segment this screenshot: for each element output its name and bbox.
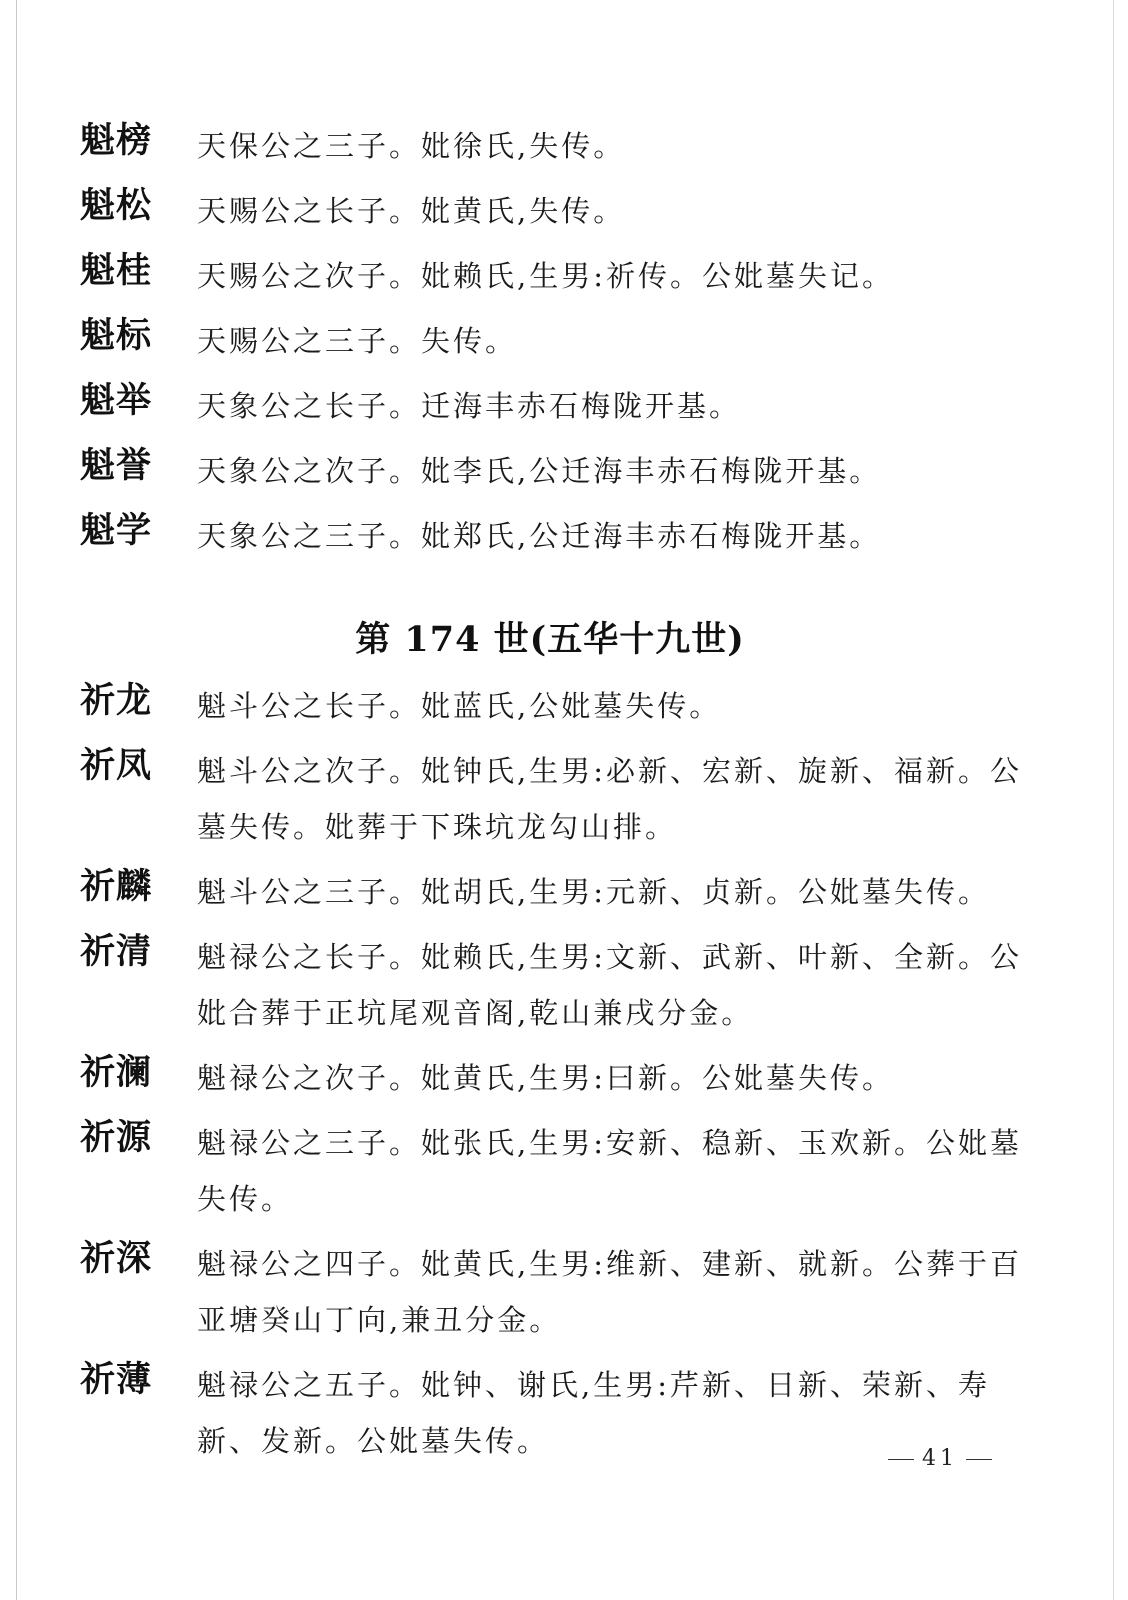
entry-name: 祈深 — [80, 1238, 153, 1279]
dash-left — [888, 1459, 914, 1460]
genealogy-entry — [0, 864, 1128, 920]
entry-description: 魁禄公之次子。妣黄氏,生男:曰新。公妣墓失传。 — [197, 1061, 894, 1095]
genealogy-entry — [0, 678, 1128, 734]
genealogy-entry — [0, 313, 1128, 369]
generation-heading: 第 174 世(五华十九世) — [355, 619, 745, 660]
entry-description: 魁斗公之长子。妣蓝氏,公妣墓失传。 — [197, 689, 722, 723]
entry-name: 祈清 — [80, 931, 153, 972]
entry-description: 魁斗公之三子。妣胡氏,生男:元新、贞新。公妣墓失传。 — [197, 875, 990, 909]
entry-name: 魁举 — [80, 380, 153, 421]
entry-name: 祈龙 — [80, 680, 153, 721]
entry-description: 天赐公之长子。妣黄氏,失传。 — [197, 194, 626, 228]
genealogy-entry — [0, 248, 1128, 304]
dash-right — [966, 1459, 992, 1460]
entry-description: 天赐公之次子。妣赖氏,生男:祈传。公妣墓失记。 — [197, 259, 894, 293]
entry-name: 魁松 — [80, 185, 153, 226]
genealogy-entry — [0, 183, 1128, 239]
genealogy-entry — [0, 1115, 1128, 1227]
entry-name: 魁誉 — [80, 445, 153, 486]
entry-name: 祈澜 — [80, 1052, 153, 1093]
genealogy-entry — [0, 443, 1128, 499]
genealogy-entry — [0, 508, 1128, 564]
entry-name: 魁标 — [80, 315, 153, 356]
entry-description: 天赐公之三子。失传。 — [197, 324, 518, 358]
entry-description: 魁禄公之长子。妣赖氏,生男:文新、武新、叶新、全新。公妣合葬于正坑尾观音阁,乾山兼戌分金。 — [197, 940, 1022, 1030]
entry-description: 天象公之次子。妣李氏,公迁海丰赤石梅陇开基。 — [197, 454, 882, 488]
entry-name: 魁学 — [80, 510, 153, 551]
entry-name: 魁榜 — [80, 120, 153, 161]
entry-description: 魁禄公之三子。妣张氏,生男:安新、稳新、玉欢新。公妣墓失传。 — [197, 1126, 1022, 1216]
genealogy-entry — [0, 743, 1128, 855]
genealogy-section-174 — [0, 678, 1128, 1478]
genealogy-entry — [0, 1050, 1128, 1106]
page-number-value: 41 — [922, 1446, 958, 1471]
genealogy-entry — [0, 929, 1128, 1041]
entry-name: 祈凤 — [80, 745, 153, 786]
entry-description: 天象公之长子。迁海丰赤石梅陇开基。 — [197, 389, 742, 423]
entry-description: 魁禄公之五子。妣钟、谢氏,生男:芹新、日新、荣新、寿新、发新。公妣墓失传。 — [197, 1368, 990, 1458]
entry-name: 祈源 — [80, 1117, 153, 1158]
entry-name: 魁桂 — [80, 250, 153, 291]
entry-description: 魁斗公之次子。妣钟氏,生男:必新、宏新、旋新、福新。公墓失传。妣葬于下珠坑龙勾山排。 — [197, 754, 1022, 844]
entry-description: 魁禄公之四子。妣黄氏,生男:维新、建新、就新。公葬于百亚塘癸山丁向,兼丑分金。 — [197, 1247, 1022, 1337]
genealogy-section-173 — [0, 118, 1128, 573]
entry-name: 祈薄 — [80, 1359, 153, 1400]
genealogy-entry — [0, 1236, 1128, 1348]
entry-name: 祈麟 — [80, 866, 153, 907]
entry-description: 天象公之三子。妣郑氏,公迁海丰赤石梅陇开基。 — [197, 519, 882, 553]
entry-description: 天保公之三子。妣徐氏,失传。 — [197, 129, 626, 163]
page-number — [880, 1446, 1000, 1471]
genealogy-entry — [0, 378, 1128, 434]
genealogy-entry — [0, 118, 1128, 174]
